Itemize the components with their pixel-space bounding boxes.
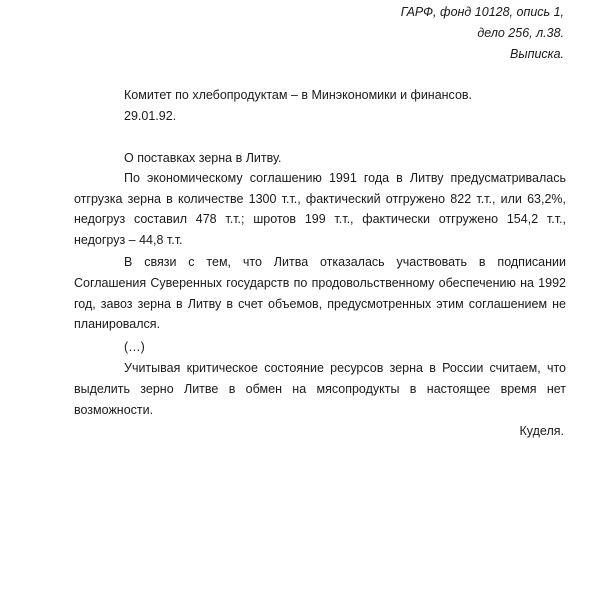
body-paragraph-1: По экономическому соглашению 1991 года в Литву предусматривалась отгрузка зерна в количестве 1300 т.т., фактический отгружено 822 т.т., или 63,2%, недогруз составил 478 т.т.; шротов 199 т.т., фактически отгружено 154,2 т.т., недогруз – 44,8 т.т.	[74, 171, 566, 247]
document-body	[74, 168, 566, 420]
archive-ref-line-2: дело 256, л.38.	[477, 26, 564, 40]
archive-ref-line-3: Выписка.	[510, 47, 564, 61]
body-paragraph-2: В связи с тем, что Литва отказалась участвовать в подписании Соглашения Суверенных государств по продовольственному обеспечению на 1992 год, завоз зерна в Литву в счет объемов, предусмотренных этим соглашением не планировался.	[74, 255, 566, 332]
document-date: 29.01.92.	[124, 109, 177, 123]
sender-recipient-line: Комитет по хлебопродуктам – в Минэкономики и финансов.	[124, 88, 473, 102]
archive-ref-line-1: ГАРФ, фонд 10128, опись 1,	[400, 5, 564, 19]
document-subject: О поставках зерна в Литву.	[124, 151, 282, 165]
body-ellipsis: (…)	[124, 339, 145, 354]
signature: Куделя.	[519, 424, 564, 438]
archive-reference	[401, 2, 564, 65]
body-paragraph-3: Учитывая критическое состояние ресурсов зерна в России считаем, что выделить зерно Литве в обмен на мясопродукты в настоящее время нет возможности.	[74, 361, 566, 417]
